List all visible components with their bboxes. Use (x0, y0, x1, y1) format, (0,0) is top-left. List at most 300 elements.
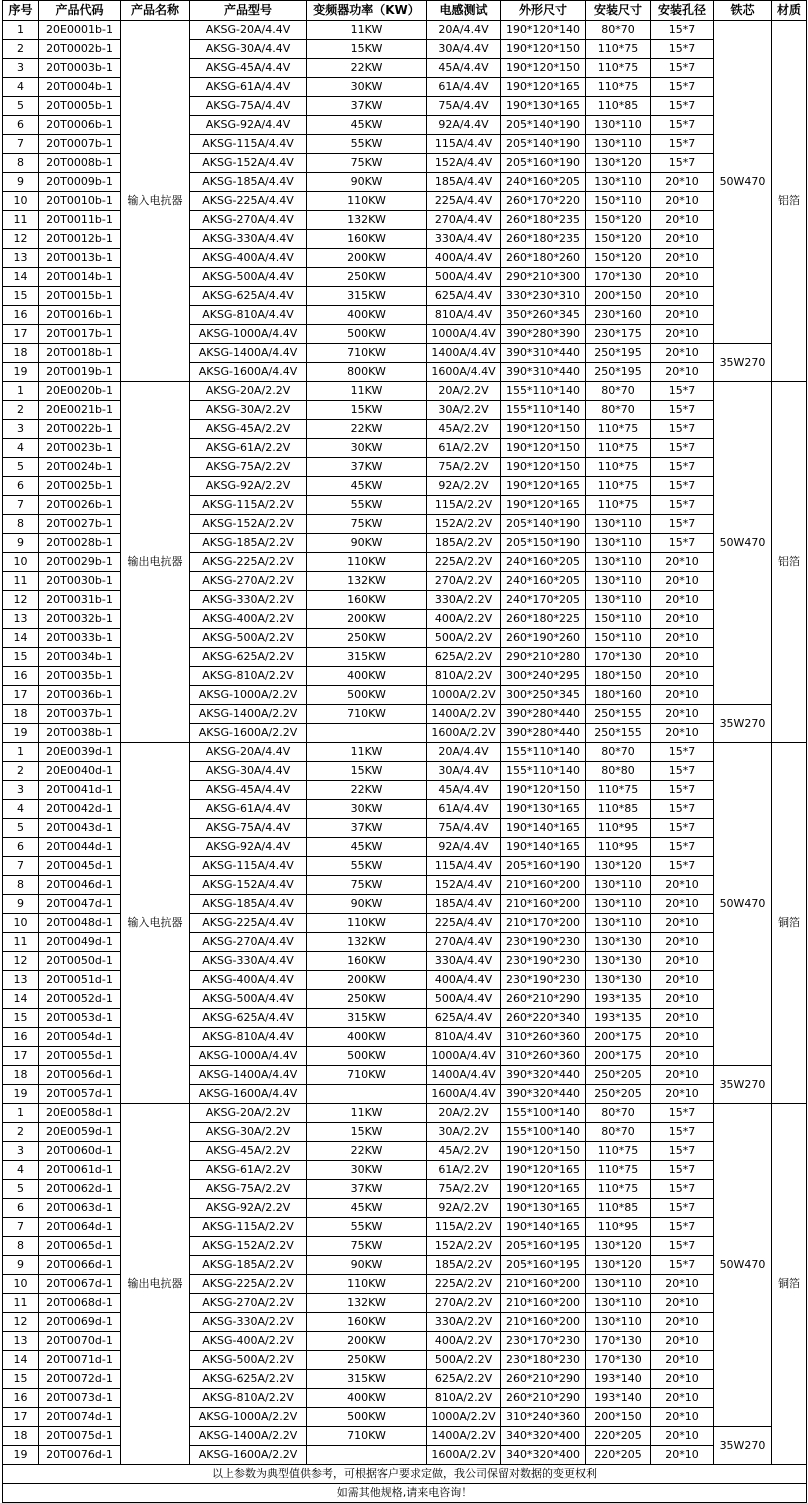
row-index: 19 (3, 363, 39, 382)
mount-size: 200*150 (586, 1408, 651, 1427)
inverter-power: 11KW (307, 1104, 427, 1123)
mount-size: 130*130 (586, 971, 651, 990)
dimensions: 350*260*345 (501, 306, 586, 325)
model: AKSG-625A/4.4V (190, 287, 307, 306)
inductance-test: 225A/4.4V (427, 914, 501, 933)
mount-hole: 20*10 (651, 1427, 714, 1446)
mount-hole: 15*7 (651, 1142, 714, 1161)
mount-size: 170*130 (586, 1332, 651, 1351)
row-index: 16 (3, 306, 39, 325)
model: AKSG-500A/2.2V (190, 629, 307, 648)
mount-hole: 20*10 (651, 1294, 714, 1313)
mount-size: 110*75 (586, 439, 651, 458)
row-index: 5 (3, 819, 39, 838)
model: AKSG-1400A/2.2V (190, 705, 307, 724)
inverter-power: 90KW (307, 173, 427, 192)
mount-hole: 20*10 (651, 1446, 714, 1465)
material-cell: 铜箔 (772, 743, 807, 1104)
inverter-power: 45KW (307, 1199, 427, 1218)
inductance-test: 92A/2.2V (427, 1199, 501, 1218)
inductance-test: 92A/4.4V (427, 116, 501, 135)
model: AKSG-330A/2.2V (190, 1313, 307, 1332)
dimensions: 260*180*225 (501, 610, 586, 629)
model: AKSG-185A/4.4V (190, 173, 307, 192)
model: AKSG-1600A/2.2V (190, 724, 307, 743)
table-row (3, 21, 807, 40)
inverter-power: 22KW (307, 1142, 427, 1161)
model: AKSG-152A/4.4V (190, 154, 307, 173)
inverter-power: 400KW (307, 667, 427, 686)
model: AKSG-1000A/4.4V (190, 1047, 307, 1066)
row-index: 7 (3, 496, 39, 515)
product-code: 20T0060d-1 (39, 1142, 121, 1161)
mount-hole: 15*7 (651, 1161, 714, 1180)
mount-size: 220*205 (586, 1427, 651, 1446)
product-code: 20T0071d-1 (39, 1351, 121, 1370)
mount-size: 110*95 (586, 838, 651, 857)
product-code: 20T0031b-1 (39, 591, 121, 610)
inductance-test: 500A/2.2V (427, 1351, 501, 1370)
dimensions: 190*140*165 (501, 838, 586, 857)
header-material: 材质 (772, 1, 807, 21)
product-code: 20T0015b-1 (39, 287, 121, 306)
mount-size: 80*70 (586, 1123, 651, 1142)
inductance-test: 92A/4.4V (427, 838, 501, 857)
mount-hole: 20*10 (651, 173, 714, 192)
dimensions: 205*140*190 (501, 515, 586, 534)
mount-hole: 15*7 (651, 1180, 714, 1199)
mount-hole: 15*7 (651, 1123, 714, 1142)
row-index: 15 (3, 1009, 39, 1028)
model: AKSG-270A/2.2V (190, 572, 307, 591)
mount-hole: 20*10 (651, 705, 714, 724)
row-index: 15 (3, 1370, 39, 1389)
mount-hole: 15*7 (651, 762, 714, 781)
mount-size: 193*140 (586, 1370, 651, 1389)
row-index: 3 (3, 420, 39, 439)
row-index: 3 (3, 59, 39, 78)
model: AKSG-1000A/2.2V (190, 686, 307, 705)
product-code: 20T0053d-1 (39, 1009, 121, 1028)
inverter-power: 37KW (307, 819, 427, 838)
model: AKSG-500A/2.2V (190, 1351, 307, 1370)
mount-hole: 15*7 (651, 420, 714, 439)
inductance-test: 400A/2.2V (427, 1332, 501, 1351)
product-code: 20T0066d-1 (39, 1256, 121, 1275)
product-code: 20T0014b-1 (39, 268, 121, 287)
row-index: 19 (3, 1085, 39, 1104)
inductance-test: 1000A/4.4V (427, 1047, 501, 1066)
mount-hole: 20*10 (651, 1085, 714, 1104)
inverter-power: 55KW (307, 135, 427, 154)
inductance-test: 500A/2.2V (427, 629, 501, 648)
mount-size: 130*110 (586, 895, 651, 914)
row-index: 9 (3, 534, 39, 553)
inverter-power: 45KW (307, 477, 427, 496)
inductance-test: 185A/2.2V (427, 1256, 501, 1275)
inverter-power: 15KW (307, 762, 427, 781)
product-code: 20T0062d-1 (39, 1180, 121, 1199)
model: AKSG-1600A/4.4V (190, 1085, 307, 1104)
model: AKSG-30A/2.2V (190, 401, 307, 420)
dimensions: 190*130*165 (501, 97, 586, 116)
mount-hole: 20*10 (651, 610, 714, 629)
mount-size: 250*205 (586, 1085, 651, 1104)
inductance-test: 1600A/2.2V (427, 724, 501, 743)
product-code: 20E0039d-1 (39, 743, 121, 762)
model: AKSG-625A/2.2V (190, 1370, 307, 1389)
product-code: 20T0043d-1 (39, 819, 121, 838)
product-code: 20T0017b-1 (39, 325, 121, 344)
mount-size: 130*110 (586, 553, 651, 572)
core-main-cell: 50W470 (714, 1104, 772, 1427)
mount-size: 130*120 (586, 857, 651, 876)
mount-size: 220*205 (586, 1446, 651, 1465)
dimensions: 205*140*190 (501, 135, 586, 154)
model: AKSG-400A/4.4V (190, 971, 307, 990)
inverter-power: 710KW (307, 705, 427, 724)
product-code: 20T0046d-1 (39, 876, 121, 895)
mount-size: 193*135 (586, 990, 651, 1009)
inverter-power: 200KW (307, 610, 427, 629)
dimensions: 205*140*190 (501, 116, 586, 135)
model: AKSG-75A/2.2V (190, 1180, 307, 1199)
mount-hole: 20*10 (651, 1066, 714, 1085)
dimensions: 260*210*290 (501, 990, 586, 1009)
inductance-test: 330A/4.4V (427, 952, 501, 971)
dimensions: 190*120*165 (501, 1180, 586, 1199)
inductance-test: 625A/2.2V (427, 1370, 501, 1389)
mount-hole: 15*7 (651, 477, 714, 496)
dimensions: 290*210*280 (501, 648, 586, 667)
row-index: 18 (3, 344, 39, 363)
dimensions: 310*260*360 (501, 1047, 586, 1066)
core-main-cell: 50W470 (714, 382, 772, 705)
row-index: 7 (3, 857, 39, 876)
inverter-power: 110KW (307, 192, 427, 211)
inverter-power: 500KW (307, 686, 427, 705)
product-code: 20T0055d-1 (39, 1047, 121, 1066)
inductance-test: 75A/4.4V (427, 97, 501, 116)
mount-hole: 15*7 (651, 154, 714, 173)
product-code: 20T0064d-1 (39, 1218, 121, 1237)
dimensions: 340*320*400 (501, 1427, 586, 1446)
model: AKSG-625A/4.4V (190, 1009, 307, 1028)
inductance-test: 270A/2.2V (427, 1294, 501, 1313)
mount-hole: 15*7 (651, 781, 714, 800)
dimensions: 260*180*260 (501, 249, 586, 268)
inverter-power (307, 1446, 427, 1465)
inductance-test: 1600A/2.2V (427, 1446, 501, 1465)
model: AKSG-75A/4.4V (190, 819, 307, 838)
inductance-test: 1000A/2.2V (427, 686, 501, 705)
mount-size: 250*155 (586, 705, 651, 724)
mount-size: 200*150 (586, 287, 651, 306)
inverter-power: 75KW (307, 1237, 427, 1256)
product-code: 20T0061d-1 (39, 1161, 121, 1180)
dimensions: 190*130*165 (501, 1199, 586, 1218)
model: AKSG-45A/4.4V (190, 59, 307, 78)
product-code: 20T0004b-1 (39, 78, 121, 97)
model: AKSG-115A/4.4V (190, 857, 307, 876)
product-code: 20T0007b-1 (39, 135, 121, 154)
inverter-power: 132KW (307, 572, 427, 591)
dimensions: 240*160*205 (501, 553, 586, 572)
mount-hole: 20*10 (651, 591, 714, 610)
mount-size: 110*75 (586, 458, 651, 477)
dimensions: 310*260*360 (501, 1028, 586, 1047)
product-code: 20T0005b-1 (39, 97, 121, 116)
product-code: 20T0069d-1 (39, 1313, 121, 1332)
dimensions: 190*120*165 (501, 496, 586, 515)
header-model: 产品型号 (190, 1, 307, 21)
inverter-power: 75KW (307, 515, 427, 534)
mount-size: 80*70 (586, 401, 651, 420)
inductance-test: 30A/2.2V (427, 401, 501, 420)
row-index: 1 (3, 1104, 39, 1123)
dimensions: 190*120*150 (501, 781, 586, 800)
dimensions: 260*210*290 (501, 1389, 586, 1408)
mount-hole: 20*10 (651, 287, 714, 306)
mount-hole: 20*10 (651, 249, 714, 268)
model: AKSG-330A/4.4V (190, 952, 307, 971)
row-index: 6 (3, 477, 39, 496)
header-dimensions: 外形尺寸 (501, 1, 586, 21)
inductance-test: 225A/4.4V (427, 192, 501, 211)
mount-size: 130*120 (586, 1237, 651, 1256)
inductance-test: 500A/4.4V (427, 268, 501, 287)
mount-hole: 15*7 (651, 838, 714, 857)
header-mount-hole: 安装孔径 (651, 1, 714, 21)
product-name-cell: 输出电抗器 (121, 1104, 190, 1465)
inductance-test: 75A/2.2V (427, 1180, 501, 1199)
mount-hole: 20*10 (651, 211, 714, 230)
model: AKSG-810A/4.4V (190, 306, 307, 325)
inverter-power: 15KW (307, 1123, 427, 1142)
model: AKSG-625A/2.2V (190, 648, 307, 667)
inductance-test: 810A/2.2V (427, 1389, 501, 1408)
inductance-test: 1400A/2.2V (427, 1427, 501, 1446)
inverter-power: 37KW (307, 1180, 427, 1199)
mount-hole: 15*7 (651, 534, 714, 553)
mount-size: 110*75 (586, 781, 651, 800)
mount-hole: 20*10 (651, 933, 714, 952)
dimensions: 240*160*205 (501, 173, 586, 192)
inductance-test: 225A/2.2V (427, 1275, 501, 1294)
inductance-test: 1000A/4.4V (427, 325, 501, 344)
mount-size: 110*75 (586, 40, 651, 59)
model: AKSG-115A/2.2V (190, 496, 307, 515)
dimensions: 210*160*200 (501, 1275, 586, 1294)
row-index: 17 (3, 325, 39, 344)
model: AKSG-225A/4.4V (190, 914, 307, 933)
dimensions: 230*170*230 (501, 1332, 586, 1351)
mount-hole: 20*10 (651, 952, 714, 971)
product-code: 20T0057d-1 (39, 1085, 121, 1104)
product-code: 20T0030b-1 (39, 572, 121, 591)
mount-hole: 15*7 (651, 458, 714, 477)
mount-size: 110*75 (586, 1180, 651, 1199)
mount-size: 130*130 (586, 952, 651, 971)
inductance-test: 45A/2.2V (427, 420, 501, 439)
row-index: 13 (3, 971, 39, 990)
mount-size: 170*130 (586, 648, 651, 667)
inductance-test: 30A/4.4V (427, 40, 501, 59)
row-index: 9 (3, 1256, 39, 1275)
mount-hole: 20*10 (651, 990, 714, 1009)
product-code: 20T0075d-1 (39, 1427, 121, 1446)
model: AKSG-115A/4.4V (190, 135, 307, 154)
dimensions: 155*100*140 (501, 1104, 586, 1123)
mount-size: 193*140 (586, 1389, 651, 1408)
mount-hole: 20*10 (651, 629, 714, 648)
row-index: 13 (3, 610, 39, 629)
product-code: 20T0033b-1 (39, 629, 121, 648)
dimensions: 190*120*150 (501, 40, 586, 59)
product-code: 20T0032b-1 (39, 610, 121, 629)
mount-size: 150*110 (586, 629, 651, 648)
model: AKSG-61A/4.4V (190, 78, 307, 97)
product-code: 20T0013b-1 (39, 249, 121, 268)
mount-size: 130*110 (586, 572, 651, 591)
row-index: 8 (3, 1237, 39, 1256)
dimensions: 230*190*230 (501, 952, 586, 971)
mount-size: 130*110 (586, 1294, 651, 1313)
product-code: 20T0051d-1 (39, 971, 121, 990)
mount-hole: 20*10 (651, 1370, 714, 1389)
inverter-power (307, 1085, 427, 1104)
row-index: 18 (3, 1427, 39, 1446)
model: AKSG-1600A/2.2V (190, 1446, 307, 1465)
mount-hole: 20*10 (651, 325, 714, 344)
product-code: 20T0038b-1 (39, 724, 121, 743)
row-index: 3 (3, 1142, 39, 1161)
mount-hole: 20*10 (651, 1275, 714, 1294)
mount-size: 130*120 (586, 1256, 651, 1275)
mount-size: 150*120 (586, 230, 651, 249)
inductance-test: 20A/2.2V (427, 1104, 501, 1123)
row-index: 11 (3, 1294, 39, 1313)
row-index: 10 (3, 192, 39, 211)
model: AKSG-92A/2.2V (190, 1199, 307, 1218)
inductance-test: 75A/4.4V (427, 819, 501, 838)
inverter-power: 160KW (307, 952, 427, 971)
mount-size: 110*75 (586, 1142, 651, 1161)
model: AKSG-20A/4.4V (190, 743, 307, 762)
row-index: 1 (3, 382, 39, 401)
mount-size: 110*75 (586, 78, 651, 97)
row-index: 13 (3, 249, 39, 268)
mount-hole: 20*10 (651, 724, 714, 743)
product-code: 20T0068d-1 (39, 1294, 121, 1313)
dimensions: 205*160*195 (501, 1237, 586, 1256)
inductance-test: 625A/2.2V (427, 648, 501, 667)
row-index: 1 (3, 21, 39, 40)
footer-contact: 如需其他规格,请来电咨询！ (3, 1484, 807, 1503)
inverter-power: 315KW (307, 287, 427, 306)
table-row (3, 382, 807, 401)
mount-size: 110*75 (586, 59, 651, 78)
mount-size: 200*175 (586, 1047, 651, 1066)
inductance-test: 400A/4.4V (427, 249, 501, 268)
model: AKSG-61A/4.4V (190, 800, 307, 819)
model: AKSG-225A/2.2V (190, 553, 307, 572)
mount-size: 80*80 (586, 762, 651, 781)
material-cell: 铜箔 (772, 1104, 807, 1465)
mount-hole: 15*7 (651, 743, 714, 762)
inductance-test: 152A/2.2V (427, 1237, 501, 1256)
product-code: 20T0050d-1 (39, 952, 121, 971)
product-code: 20T0010b-1 (39, 192, 121, 211)
product-code: 20T0076d-1 (39, 1446, 121, 1465)
row-index: 4 (3, 800, 39, 819)
inverter-power: 15KW (307, 40, 427, 59)
inductance-test: 20A/4.4V (427, 21, 501, 40)
row-index: 13 (3, 1332, 39, 1351)
product-code: 20T0028b-1 (39, 534, 121, 553)
inverter-power: 90KW (307, 534, 427, 553)
product-code: 20T0070d-1 (39, 1332, 121, 1351)
mount-hole: 15*7 (651, 135, 714, 154)
inverter-power: 250KW (307, 1351, 427, 1370)
product-code: 20T0049d-1 (39, 933, 121, 952)
model: AKSG-75A/2.2V (190, 458, 307, 477)
mount-hole: 20*10 (651, 648, 714, 667)
dimensions: 390*280*390 (501, 325, 586, 344)
inductance-test: 115A/2.2V (427, 1218, 501, 1237)
header-product-name: 产品名称 (121, 1, 190, 21)
inverter-power: 250KW (307, 990, 427, 1009)
inductance-test: 185A/2.2V (427, 534, 501, 553)
table-row (3, 1104, 807, 1123)
dimensions: 230*180*230 (501, 1351, 586, 1370)
row-index: 18 (3, 1066, 39, 1085)
mount-size: 150*110 (586, 192, 651, 211)
product-code: 20T0019b-1 (39, 363, 121, 382)
mount-hole: 15*7 (651, 59, 714, 78)
product-code: 20T0072d-1 (39, 1370, 121, 1389)
inverter-power: 90KW (307, 1256, 427, 1275)
mount-hole: 20*10 (651, 1009, 714, 1028)
inductance-test: 61A/2.2V (427, 439, 501, 458)
product-code: 20T0073d-1 (39, 1389, 121, 1408)
inductance-test: 185A/4.4V (427, 895, 501, 914)
mount-size: 130*110 (586, 534, 651, 553)
dimensions: 210*160*200 (501, 876, 586, 895)
row-index: 19 (3, 724, 39, 743)
row-index: 17 (3, 1408, 39, 1427)
mount-hole: 20*10 (651, 971, 714, 990)
mount-size: 130*110 (586, 1275, 651, 1294)
product-code: 20T0056d-1 (39, 1066, 121, 1085)
inverter-power: 400KW (307, 1389, 427, 1408)
dimensions: 330*230*310 (501, 287, 586, 306)
mount-size: 180*160 (586, 686, 651, 705)
model: AKSG-185A/2.2V (190, 534, 307, 553)
model: AKSG-810A/4.4V (190, 1028, 307, 1047)
mount-size: 250*155 (586, 724, 651, 743)
mount-size: 250*195 (586, 344, 651, 363)
dimensions: 155*110*140 (501, 743, 586, 762)
model: AKSG-810A/2.2V (190, 1389, 307, 1408)
dimensions: 190*140*165 (501, 819, 586, 838)
dimensions: 190*130*165 (501, 800, 586, 819)
inductance-test: 400A/4.4V (427, 971, 501, 990)
model: AKSG-1400A/4.4V (190, 344, 307, 363)
dimensions: 300*250*345 (501, 686, 586, 705)
inductance-test: 20A/2.2V (427, 382, 501, 401)
inverter-power: 15KW (307, 401, 427, 420)
